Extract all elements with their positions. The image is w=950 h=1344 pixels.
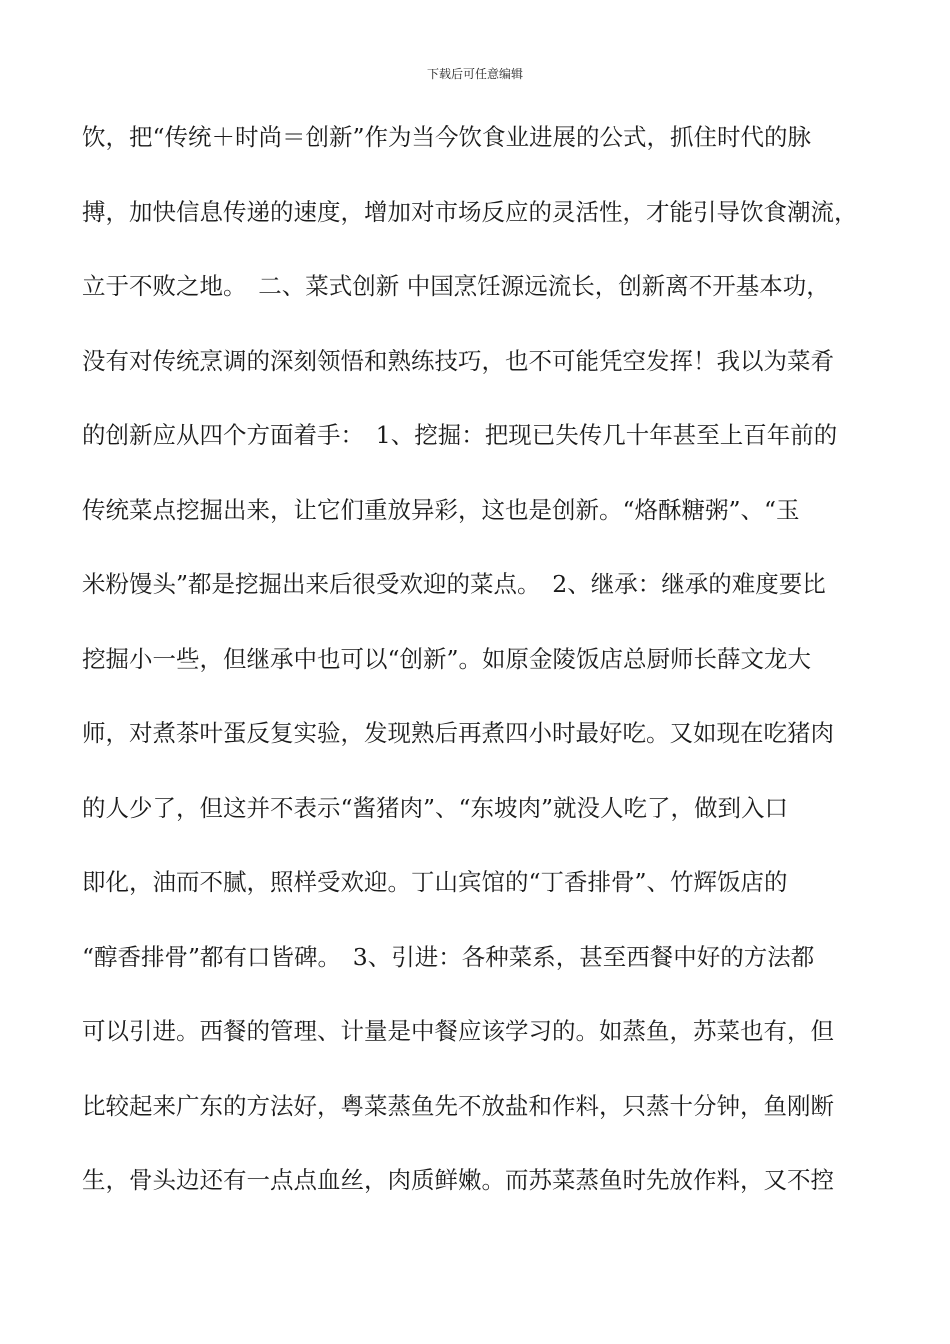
text-line: 即化，油而不腻，照样受欢迎。丁山宾馆的“丁香排骨”、竹辉饭店的: [82, 868, 788, 896]
text-line: 挖掘小一些，但继承中也可以“创新”。如原金陵饭店总厨师长薛文龙大: [82, 644, 812, 673]
text-line: 可以引进。西餐的管理、计量是中餐应该学习的。如蒸鱼，苏菜也有，但: [82, 1017, 834, 1045]
text-line: 生，骨头边还有一点点血丝，肉质鲜嫩。而苏菜蒸鱼时先放作料，又不控: [82, 1166, 834, 1194]
text-line: 饮，把“传统＋时尚＝创新”作为当今饮食业进展的公式，抓住时代的脉: [82, 123, 812, 151]
text-line: 的人少了，但这并不表示“酱猪肉”、“东坡肉”就没人吃了，做到入口: [82, 793, 789, 822]
text-line: 传统菜点挖掘出来，让它们重放异彩，这也是创新。“烙酥糖粥”、“玉: [82, 495, 800, 524]
text-line: 比较起来广东的方法好，粤菜蒸鱼先不放盐和作料，只蒸十分钟，鱼刚断: [82, 1091, 834, 1120]
text-line: 搏，加快信息传递的速度，增加对市场反应的灵活性，才能引导饮食潮流，: [82, 197, 858, 226]
text-line: 立于不败之地。 二、菜式创新 中国烹饪源远流长，创新离不开基本功，: [82, 272, 830, 300]
text-line: “醇香排骨”都有口皆碑。 3、引进：各种菜系，甚至西餐中好的方法都: [82, 942, 815, 971]
text-line: 没有对传统烹调的深刻领悟和熟练技巧，也不可能凭空发挥！我以为菜肴: [82, 346, 834, 375]
body-text: [82, 110, 882, 1228]
page-header: 下载后可任意编辑: [426, 67, 523, 81]
text-line: 的创新应从四个方面着手： 1、挖掘：把现已失传几十年甚至上百年前的: [82, 421, 838, 449]
text-line: 米粉馒头”都是挖掘出来后很受欢迎的菜点。 2、继承：继承的难度要比: [82, 570, 826, 598]
text-line: 师，对煮茶叶蛋反复实验，发现熟后再煮四小时最好吃。又如现在吃猪肉: [82, 719, 834, 747]
